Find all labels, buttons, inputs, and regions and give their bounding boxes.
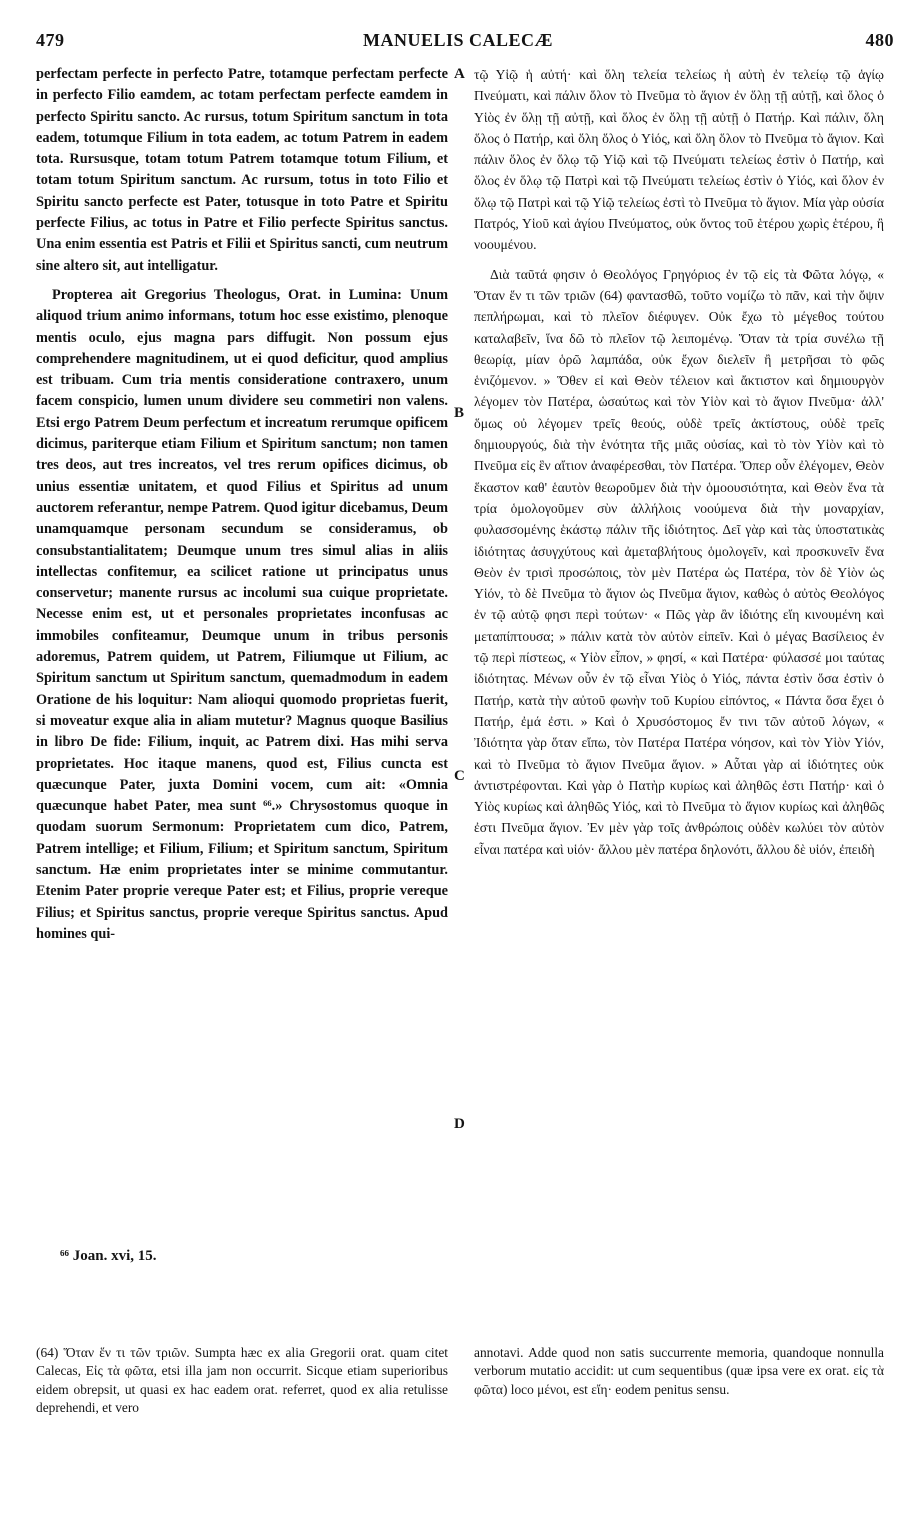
- footnote-right: annotavi. Adde quod non satis succurrente memoria, quandoque nonnulla verborum mutatio accidit: ut cum sequentibus (quæ ipsa vere ex orat. εἰς τὰ φῶτα) loco μένοι, est εἴη· eodem penitus sensu.: [474, 1345, 884, 1397]
- left-page-number: 479: [36, 30, 65, 50]
- latin-column: [36, 64, 448, 945]
- latin-paragraph-1: perfectam perfecte in perfecto Patre, totamque perfectam perfecte in perfecto Filio eamdem, ac totam perfectam perfecte eamdem in perfecto Spiritu sancto. Ac rursus, totum Spiritum sanctum in tota eadem, totumque Filium in tota eadem, ac totum Patrem in eadem tota. Rursusque, totam totum Patrem totamque totum Filium, et totam totum Spiritum sanctum. Ac rursum, totus in toto Filio et Spiritu sancto perfecte est Pater, totusque in toto Patre et Spiritu perfecte Filius, ac totus in Patre et Filio perfecte Spiritus sanctus. Una enim essentia est Patris et Filii et Spiritus sancti, cum neutrum sine altero sit, aut intelligatur.: [36, 66, 448, 274]
- margin-marker-c: C: [454, 768, 465, 784]
- margin-marker-b: B: [454, 405, 465, 421]
- footnote-left: (64) Ὅταν ἕν τι τῶν τριῶν. Sumpta hæc ex alia Gregorii orat. quam citet Calecas, Εἰς τὰ φῶτα, etsi illa jam non occurrit. Sicque etiam superioribus eidem obrepsit, ut quasi ex hac eadem orat. referret, quod ex alia retulisse deprehendi, et vero: [36, 1345, 448, 1416]
- greek-paragraph-2: Διὰ ταῦτά φησιν ὁ Θεολόγος Γρηγόριος ἐν τῷ εἰς τὰ Φῶτα λόγῳ, « Ὅταν ἕν τι τῶν τριῶν (64) φαντασθῶ, τοῦτο νομίζω τὸ πᾶν, καὶ τὴν ὄψιν πεπλήρωμαι, καὶ τὸ πλεῖον διέφυγεν. Οὐκ ἔχω τὸ μέγεθος τούτου καταλαβεῖν, ἵνα δῶ τὸ πλεῖον τῷ λειπομένῳ. Ὅταν τὰ τρία συνέλω τῇ θεωρίᾳ, μίαν ὁρῶ λαμπάδα, οὐκ ἔχων διελεῖν ἢ μετρῆσαι τὸ φῶς ἑνιζόμενον. » Ὅθεν εἰ καὶ Θεὸν τέλειον καὶ ἄκτιστον καὶ δημιουργὸν λέγομεν τὸν Πατέρα, ὡσαύτως καὶ τὸν Υἱὸν καὶ τὸ ἅγιον Πνεῦμα· ἀλλ' ὅμως οὐ λέγομεν τρεῖς θεούς, οὐδὲ τρεῖς ἀκτίστους, οὐδὲ τρεῖς δημιουργούς, διὰ τὴν ἑνότητα τῆς μιᾶς οὐσίας, καὶ τὸ τὸν Υἱὸν καὶ τὸ Πνεῦμα εἰς ἓν αἴτιον ἀναφέρεσθαι, τὸν Πατέρα. Ὅπερ οὖν ἐλέγομεν, Θεὸν ἕκαστον καθ' ἑαυτὸν θεωροῦμεν διὰ τὴν ὁμοουσιότητα, καὶ Θεὸν ἕνα τὰ τρία ὁμολογοῦμεν σὺν ἀλλήλοις νοούμενα διὰ τὴν μοναρχίαν, φυλασσομένης ἑκάστῳ πάλιν τῆς ἰδιότητος. Δεῖ γὰρ καὶ τὰς ὑποστατικὰς ἰδιότητας ἀσυγχύτους καὶ ἀμεταβλήτους ὁμολογεῖν, καὶ προσκυνεῖν ἕνα Θεὸν ἐν τρισὶ προσώποις, τὸν μὲν Πατέρα ὡς Πατέρα, τὸν δὲ Υἱὸν ὡς Υἱόν, τὸ δὲ Πνεῦμα τὸ ἅγιον ὡς Πνεῦμα ἅγιον, καθὼς ὁ αὐτὸς Θεολόγος ἐν τῷ αὐτῷ φησι περὶ τούτων· « Πῶς γὰρ ἂν ἰδιότης εἴη κινουμένη καὶ μεταπίπτουσα; » πάλιν κατὰ τὸν αὐτὸν εἰπεῖν. Καὶ ὁ μέγας Βασίλειος ἐν τῷ περὶ πίστεως, « Υἱὸν εἶπον, » φησί, « καὶ Πατέρα· φύλασσέ μοι ταύτας ἰδιότητας. Μένων οὖν ἐν τῷ εἶναι Υἱὸς ὁ Υἱός, πάντα ἐστὶν ὅσα ἐστὶν ὁ Πατήρ, κατὰ τὴν αὐτοῦ φωνὴν τοῦ Κυρίου εἰπόντος, « Πάντα ὅσα ἔχει ὁ Πατήρ, ἐμά ἐστι. » Καὶ ὁ Χρυσόστομος ἔν τινι τῶν αὐτοῦ λόγων, « Ἰδιότητα γὰρ ὅταν εἴπω, τὸν Πατέρα Πατέρα νόησον, καὶ τὸν Υἱὸν Υἱόν, καὶ τὸ Πνεῦμα τὸ ἅγιον Πνεῦμα ἅγιον. » Αὗται γὰρ αἱ ἰδιότητες οὐκ ἀντιστρέφονται. Καὶ γὰρ ὁ Πατὴρ κυρίως καὶ ἀληθῶς ἐστι Πατήρ· καὶ ὁ Υἱὸς κυρίως καὶ ἀληθῶς Υἱός, καὶ τὸ Πνεῦμα τὸ ἅγιον κυρίως καὶ ἀληθῶς ἐστι Πνεῦμα ἅγιον. Ἐν μὲν γὰρ τοῖς ἀνθρώποις οὐδὲν κωλύει τὸν αὐτὸν εἶναι πατέρα καὶ υἱόν· ἄλλου μὲν πατέρα δηλονότι, ἄλλου δὲ υἱόν, ἐπειδὴ: [474, 266, 884, 857]
- running-title: MANUELIS CALECÆ: [362, 30, 554, 50]
- scripture-reference-note: ⁶⁶ Joan. xvi, 15.: [60, 1248, 157, 1264]
- latin-paragraph-2: Propterea ait Gregorius Theologus, Orat. in Lumina: Unum aliquod trium animo informans, totum hoc esse existimo, plenoque mentis oculo, ejus magna pars diffugit. Non possum ejus comprehendere magnitudinem, ut ei quod deficitur, quod amplius est tribuam. Cum tria mentis consideratione contraxero, unum facem conspicio, lumen unum dividere seu commetiri non valens. Etsi ergo Patrem Deum perfectum et increatum rerumque opificem dicimus, pariterque etiam Filium et Spiritum sanctum; non tamen tres deos, aut tres increatos, vel tres rerum opifices dicimus, ob unius essentiæ unitatem, et quod Filius et Spiritus ad unum auctorem referantur, nempe Patrem. Quod igitur dicebamus, Deum unamquamque personam secundum se consideramus, ob consubstantialitatem; Deumque unum tres simul alias in aliis intellectas confitemur, ea scilicet ratione ut principatus unus conservetur; manente rursus ac incolumi sua cuique proprietate. Necesse enim est, ut et personales proprietates inconfusas ac immobiles confiteamur, Deumque unum in tribus personis adoremus, Patrem quidem, ut Patrem, Filiumque ut Filium, ac Spiritum sanctum ut Spiritum sanctum, quemadmodum in eadem Oratione de his loquitur: Nam alioqui quomodo proprietas fuerit, si moveatur exque alia in aliam mutetur? Magnus quoque Basilius in libro De fide: Filium, inquit, ac Patrem dixi. Has mihi serva proprietates. Hoc itaque manens, quod est, Filius cuncta est quæcunque Pater, juxta Domini vocem, cum ait: «Omnia quæcunque habet Pater, mea sunt ⁶⁶.» Chrysostomus quoque in quodam suorum Sermonum: Proprietatem cum dico, Patrem, Patrem intellige; et Filium, Filium; et Spiritum sanctum, Spiritum sanctum. Hæ enim proprietates inter se minime commutantur. Etenim Pater proprie vereque Pater est; et Filius, proprie vereque Filius; et Spiritus sanctus, proprie vereque Spiritus sanctus. Apud homines qui-: [36, 286, 448, 942]
- right-page-number: 480: [865, 30, 894, 50]
- greek-paragraph-1: τῷ Υἱῷ ἡ αὐτή· καὶ ὅλη τελεία τελείως ἡ αὐτὴ ἐν τελείῳ τῷ ἁγίῳ Πνεύματι, καὶ πάλιν ὅλον τὸ Πνεῦμα τὸ ἅγιον ἐν ὅλῃ τῇ αὐτῇ, καὶ ὅλος ὁ Υἱὸς ἐν ὅλῃ τῇ αὐτῇ, καὶ ὅλος ἐν ὅλῃ τῇ αὐτῇ ὁ Πατήρ. Καὶ πάλιν, ὅλη ὅλος ὁ Πατήρ, καὶ ὅλη ὅλος ὁ Υἱός, καὶ ὅλη ὅλον τὸ Πνεῦμα τὸ ἅγιον. Καὶ πάλιν ὅλος ἐν ὅλῳ τῷ Υἱῷ καὶ τῷ Πνεύματι τελείως ἐστὶν ὁ Πατήρ, καὶ ὅλος ἐν ὅλῳ τῷ Πατρὶ καὶ τῷ Πνεύματι τελείως ἐστὶν ὁ Υἱός, καὶ ὅλον ἐν ὅλῳ τῷ Πατρὶ καὶ τῷ Υἱῷ τελείως ἐστὶ τὸ Πνεῦμα τὸ ἅγιον. Μία γὰρ οὐσία Πατρός, Υἱοῦ καὶ ἁγίου Πνεύματος, οὐκ ὄντος τοῦ ἑτέρου χωρὶς ἑτέρου, ἢ νοουμένου.: [474, 67, 884, 253]
- margin-marker-d: D: [454, 1116, 465, 1132]
- greek-column: [474, 64, 884, 860]
- margin-marker-a: A: [454, 66, 465, 82]
